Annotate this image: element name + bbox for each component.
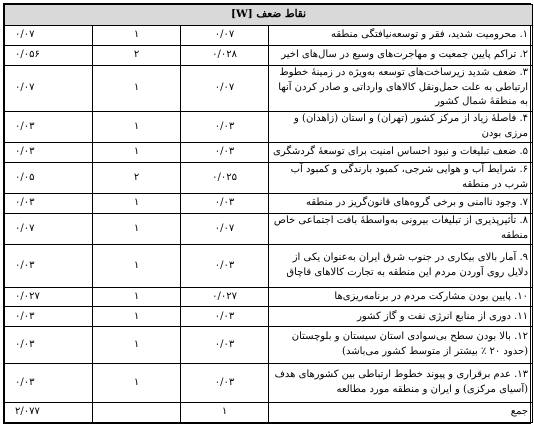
table-row (5, 45, 533, 65)
weight-value: ۰/۰۳ (181, 245, 269, 288)
rating-value: ۱ (93, 26, 181, 46)
table-row (5, 26, 533, 46)
factor-text: ۱. محرومیت شدید، فقر و توسعه‌نیافتگی منطقه (269, 26, 533, 46)
factor-text: ۴. فاصلهٔ زیاد از مرکز کشور (تهران) و استان (زاهدان) و مرزی بودن (269, 111, 533, 142)
rating-value: ۱ (93, 111, 181, 142)
weighted-score-value: ۰/۰۷ (5, 65, 93, 111)
rating-value: ۱ (93, 245, 181, 288)
weight-value: ۰/۰۷ (181, 213, 269, 244)
factor-text: ۵. ضعف تبلیغات و نبود احساس امنیت برای توسعهٔ گردشگری (269, 143, 533, 163)
total-label: جمع (269, 403, 533, 423)
weighted-score-value: ۰/۰۵۶ (5, 45, 93, 65)
weight-value: ۰/۰۷ (181, 26, 269, 46)
rating-value: ۱ (93, 307, 181, 327)
total-weight: ۱ (181, 403, 269, 423)
rating-value: ۱ (93, 194, 181, 214)
factor-text: ۱۳. عدم برقراری و پیوند خطوط ارتباطی بین کشورهای هدف (آسیای مرکزی) و ایران و منطقه مورد مطالعه (269, 363, 533, 403)
weighted-score-value: ۰/۰۳ (5, 327, 93, 363)
weight-value: ۰/۰۳ (181, 111, 269, 142)
weighted-score-value: ۰/۰۳ (5, 143, 93, 163)
table-row (5, 143, 533, 163)
weight-value: ۰/۰۳ (181, 307, 269, 327)
factor-text: ۲. تراکم پایین جمعیت و مهاجرت‌های وسیع در سال‌های اخیر (269, 45, 533, 65)
weighted-score-value: ۰/۰۳ (5, 194, 93, 214)
rating-value: ۲ (93, 45, 181, 65)
weighted-score-value: ۰/۰۳ (5, 245, 93, 288)
total-rating (93, 403, 181, 423)
factor-text: ۱۲. بالا بودن سطح بی‌سوادی استان سیستان و بلوچستان (حدود ۲۰ ٪ بیشتر از متوسط کشور می‌باشد) (269, 327, 533, 363)
weighted-score-value: ۰/۰۳ (5, 111, 93, 142)
rating-value: ۱ (93, 363, 181, 403)
weighted-score-value: ۰/۰۳ (5, 363, 93, 403)
weighted-score-value: ۰/۰۷ (5, 26, 93, 46)
table-row (5, 162, 533, 193)
rating-value: ۱ (93, 143, 181, 163)
rating-value: ۱ (93, 213, 181, 244)
table-title: نقاط ضعف [W] (5, 5, 533, 26)
weighted-score-value: ۰/۰۵ (5, 162, 93, 193)
factor-text: ۹. آمار بالای بیکاری در جنوب شرق ایران به‌عنوان یکی از دلایل روی آوردن مردم این منطقه به تجارت کالاهای قاچاق (269, 245, 533, 288)
weaknesses-table (4, 4, 533, 423)
weight-value: ۰/۰۲۷ (181, 287, 269, 307)
rating-value: ۲ (93, 162, 181, 193)
factor-text: ۶. شرایط آب و هوایی شرجی، کمبود بارندگی و کمبود آب شرب در منطقه (269, 162, 533, 193)
factor-text: ۸. تأثیرپذیری از تبلیغات بیرونی به‌واسطهٔ بافت اجتماعی خاص منطقه (269, 213, 533, 244)
table-row (5, 363, 533, 403)
weight-value: ۰/۰۳ (181, 363, 269, 403)
rating-value: ۱ (93, 65, 181, 111)
total-row (5, 403, 533, 423)
weighted-score-value: ۰/۰۲۷ (5, 287, 93, 307)
factor-text: ۳. ضعف شدید زیرساخت‌های توسعه به‌ویژه در زمینهٔ خطوط ارتباطی به علت حمل‌ونقل کالاهای وارداتی و صادر کردن آنها به منطقهٔ شمال کشور (269, 65, 533, 111)
table-row (5, 287, 533, 307)
rating-value: ۱ (93, 327, 181, 363)
table-row (5, 194, 533, 214)
table-row (5, 307, 533, 327)
weight-value: ۰/۰۲۵ (181, 162, 269, 193)
rating-value: ۱ (93, 287, 181, 307)
factor-text: ۷. وجود ناامنی و برخی گروه‌های قانون‌گریز در منطقه (269, 194, 533, 214)
table-row (5, 65, 533, 111)
weight-value: ۰/۰۳ (181, 327, 269, 363)
factor-text: ۱۱. دوری از منابع انرژی نفت و گاز کشور (269, 307, 533, 327)
table-row (5, 327, 533, 363)
table-row (5, 213, 533, 244)
weaknesses-table-frame (3, 3, 531, 424)
table-row (5, 245, 533, 288)
weighted-score-value: ۰/۰۳ (5, 307, 93, 327)
weight-value: ۰/۰۷ (181, 65, 269, 111)
weight-value: ۰/۰۲۸ (181, 45, 269, 65)
weighted-score-value: ۰/۰۷ (5, 213, 93, 244)
weight-value: ۰/۰۳ (181, 194, 269, 214)
table-row (5, 111, 533, 142)
weight-value: ۰/۰۳ (181, 143, 269, 163)
total-score: ۲/۰۷۷ (5, 403, 93, 423)
factor-text: ۱۰. پایین بودن مشارکت مردم در برنامه‌ریزی‌ها (269, 287, 533, 307)
